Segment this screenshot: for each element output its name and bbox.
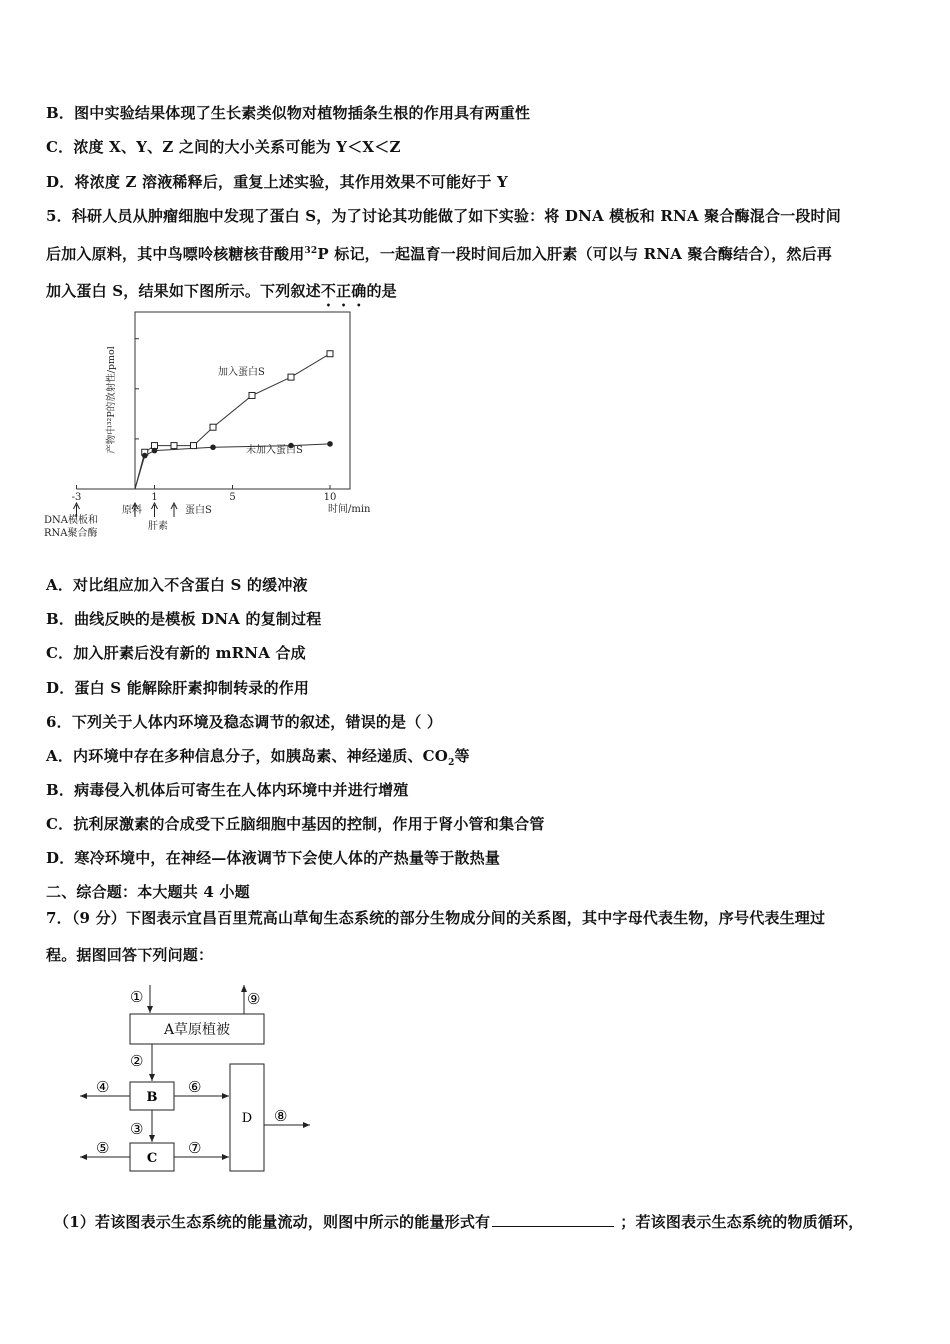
q4-option-d: D．将浓度 Z 溶液稀释后，重复上述实验，其作用效果不可能好于 Y xyxy=(46,173,508,191)
x-ticks xyxy=(72,485,337,503)
data-point-circle xyxy=(327,441,333,447)
label-3: ③ xyxy=(130,1120,144,1138)
arrow-label-dna-line2: RNA聚合酶 xyxy=(44,528,98,539)
label-5: ⑤ xyxy=(96,1139,110,1157)
x-tick-label: 5 xyxy=(229,492,236,503)
box-b-label: B xyxy=(146,1090,158,1105)
label-4: ④ xyxy=(96,1078,110,1096)
ecosystem-flow-diagram xyxy=(70,980,330,1180)
q7-subquestion-1: （1）若该图表示生态系统的能量流动，则图中所示的能量形式有 ；若该图表示生态系统的物质循环， xyxy=(54,1213,864,1231)
series-label-with-protein-s: 加入蛋白S xyxy=(218,367,265,378)
q7-stem-line2: 程。据图回答下列问题： xyxy=(46,946,214,964)
q6-option-a: A．内环境中存在多种信息分子，如胰岛素、神经递质、$CO_2$等 xyxy=(46,747,470,768)
data-point-square xyxy=(171,443,177,449)
label-7: ⑦ xyxy=(188,1139,202,1157)
data-point-square xyxy=(152,443,158,449)
radioactivity-line-chart xyxy=(40,305,370,545)
q5-stem-line1: 5．科研人员从肿瘤细胞中发现了蛋白 S，为了讨论其功能做了如下实验：将 DNA 模板和 RNA 聚合酶混合一段时间 xyxy=(46,207,841,225)
arrow-label-material: 原料 xyxy=(122,505,142,516)
label-6: ⑥ xyxy=(188,1078,202,1096)
label-2: ② xyxy=(130,1052,144,1070)
x-tick-label: 1 xyxy=(151,492,158,503)
box-d-label: D xyxy=(241,1111,253,1126)
arrow-label-protein-s: 蛋白S xyxy=(185,505,212,516)
data-point-circle xyxy=(210,444,216,450)
box-a-label: A草原植被 xyxy=(163,1022,231,1038)
data-point-square xyxy=(327,351,333,357)
label-9: ⑨ xyxy=(247,990,261,1008)
q6-option-c: C．抗利尿激素的合成受下丘脑细胞中基因的控制，作用于肾小管和集合管 xyxy=(46,815,545,833)
data-point-square xyxy=(249,392,255,398)
label-8: ⑧ xyxy=(274,1107,288,1125)
arrow-label-heparin: 肝素 xyxy=(148,521,168,532)
x-axis-label: 时间/min xyxy=(328,504,370,515)
q4-option-b: B．图中实验结果体现了生长素类似物对植物插条生根的作用具有两重性 xyxy=(46,104,531,122)
data-point-square xyxy=(288,374,294,380)
answer-blank[interactable] xyxy=(492,1212,614,1227)
arrow-label-dna-line1: DNA模板和 xyxy=(44,515,98,526)
q5-option-a: A．对比组应加入不含蛋白 S 的缓冲液 xyxy=(46,576,308,594)
q5-option-b: B．曲线反映的是模板 DNA 的复制过程 xyxy=(46,610,322,628)
y-axis-label: 产物中³²P的放射性/pmol xyxy=(106,346,117,454)
q5-stem-line3: 加入蛋白 S，结果如下图所示。下列叙述不正确的是 xyxy=(46,282,397,300)
x-tick-label: 10 xyxy=(323,492,337,503)
plot-frame xyxy=(135,312,350,489)
label-1: ① xyxy=(130,988,144,1006)
q5-stem-line2: 后加入原料，其中鸟嘌呤核糖核苷酸用$^{32}$P 标记，一起温育一段时间后加入肝素（可以与 RNA 聚合酶结合），然后再 xyxy=(46,245,833,263)
section-heading: 二、综合题：本大题共 4 小题 xyxy=(46,883,250,901)
emphasized-text: 不正确 xyxy=(320,282,367,300)
q4-option-c: C．浓度 X、Y、Z 之间的大小关系可能为 Y＜X＜Z xyxy=(46,138,401,156)
y-ticks xyxy=(135,339,139,439)
series-label-without-protein-s: 未加入蛋白S xyxy=(246,445,303,456)
data-point-square xyxy=(191,443,197,449)
data-point-circle xyxy=(152,448,158,454)
x-tick-label: -3 xyxy=(71,492,82,503)
data-point-circle xyxy=(142,453,148,459)
data-point-square xyxy=(210,424,216,430)
q5-option-d: D．蛋白 S 能解除肝素抑制转录的作用 xyxy=(46,679,310,697)
q6-stem: 6．下列关于人体内环境及稳态调节的叙述，错误的是（ ） xyxy=(46,713,443,731)
q6-option-b: B．病毒侵入机体后可寄生在人体内环境中并进行增殖 xyxy=(46,781,409,799)
q5-option-c: C．加入肝素后没有新的 mRNA 合成 xyxy=(46,644,306,662)
box-c-label: C xyxy=(146,1151,158,1166)
q6-option-d: D．寒冷环境中，在神经—体液调节下会使人体的产热量等于散热量 xyxy=(46,849,501,867)
q7-stem-line1: 7．（9 分）下图表示宜昌百里荒高山草甸生态系统的部分生物成分间的关系图，其中字母代表生物，序号代表生理过 xyxy=(46,909,826,927)
